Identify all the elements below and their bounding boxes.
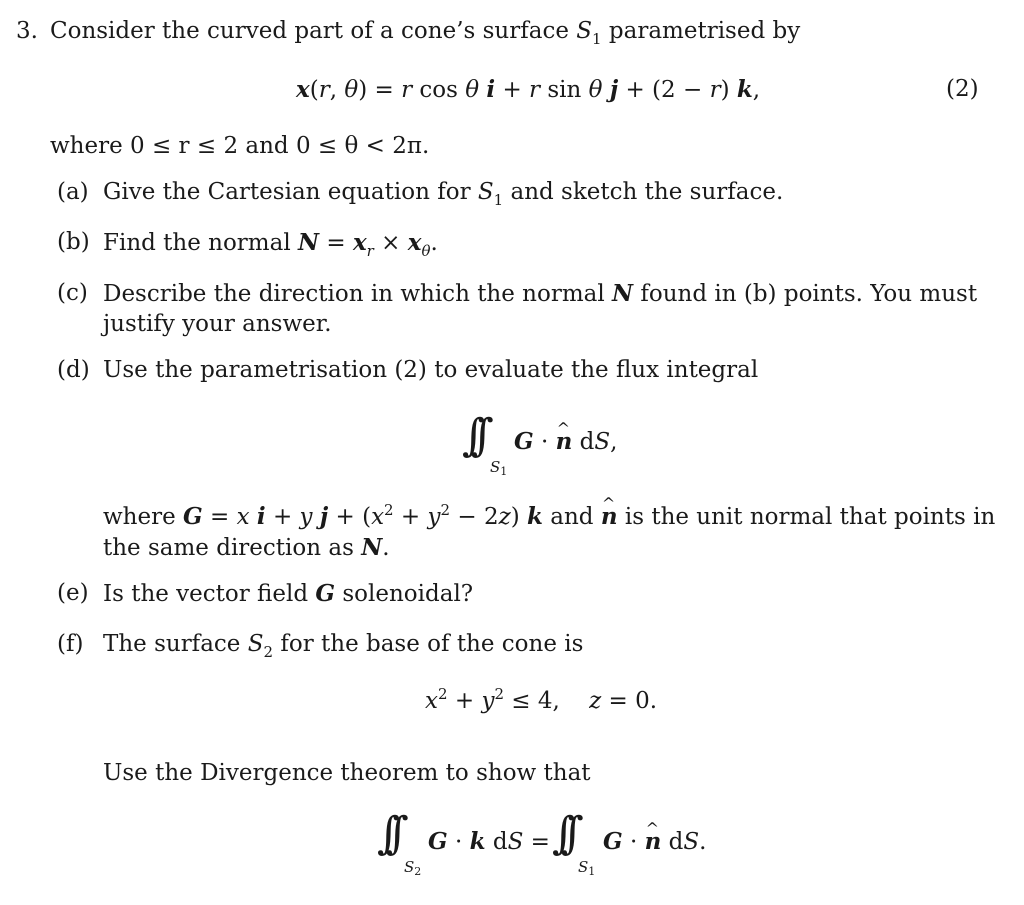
part-a-label: (a) [57, 179, 89, 205]
part-d-label: (d) [57, 357, 90, 383]
divergence-lhs-integrand: G · k dS = [428, 828, 550, 855]
flux-integral: ∫∫ [462, 410, 480, 461]
intro-text: Consider the curved part of a cone’s surface [50, 18, 569, 44]
intro-end-text: parametrised by [608, 18, 801, 44]
part-a-text: Give the Cartesian equation for $S_1$ and sketch the surface. [103, 179, 784, 209]
integral-sub-s1: $S_1$ [490, 458, 508, 478]
divergence-rhs-integrand: G · ^ n dS. [603, 830, 706, 854]
flux-integrand: G · ^ n dS, [514, 430, 617, 454]
surface-s1-symbol: $S_1$ [576, 18, 602, 48]
integral-sub-s2: $S_2$ [404, 858, 422, 878]
part-f-text: The surface $S_2$ for the base of the cone is [103, 631, 584, 661]
part-b-text: Find the normal $N = x_r \times x_\theta$. [103, 229, 438, 260]
question-intro [50, 18, 801, 48]
parametrisation-equation: x(r, θ) = r cos θ i + r sin θ j + (2 − r) k, [296, 76, 761, 103]
divergence-rhs-integral: ∫∫ [552, 808, 570, 859]
part-d-where-2: the same direction as N. [103, 534, 390, 561]
part-b-label: (b) [57, 229, 90, 255]
part-e-text: Is the vector field G solenoidal? [103, 580, 474, 607]
part-c-text: Describe the direction in which the normal N found in (b) points. You must [103, 280, 978, 307]
divergence-lhs-integral: ∫∫ [377, 808, 395, 859]
part-d-text: Use the parametrisation (2) to evaluate the flux integral [103, 357, 759, 383]
integral-sub-s1-b: $S_1$ [578, 858, 596, 878]
base-equation: $x^2 + y^2 \le 4$, z = 0. [425, 685, 658, 714]
part-d-where: where G = x i + y $j + (x^2 + y^2 - 2z)$ k and ^ n is the unit normal that points in [103, 505, 995, 529]
part-f-text-2: Use the Divergence theorem to show that [103, 760, 591, 786]
question-number: 3. [16, 18, 38, 44]
part-c-text-2: justify your answer. [103, 311, 332, 337]
part-f-label: (f) [57, 631, 84, 657]
part-e-label: (e) [57, 580, 89, 606]
domain-text: where 0 ≤ r ≤ 2 and 0 ≤ θ < 2π. [50, 133, 430, 159]
part-c-label: (c) [57, 280, 88, 306]
equation-label: (2) [946, 76, 979, 102]
